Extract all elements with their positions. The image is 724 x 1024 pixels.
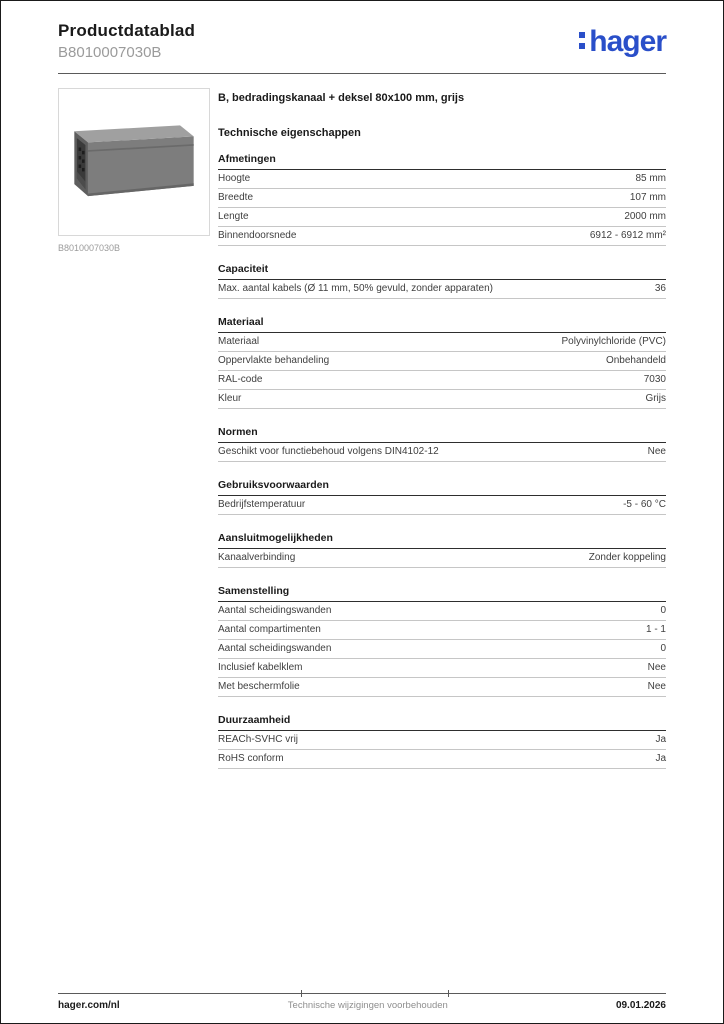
spec-section	[218, 263, 666, 299]
spec-sections	[218, 153, 666, 769]
spec-value: 0	[660, 605, 666, 616]
product-code: B8010007030B	[58, 44, 162, 61]
spec-row	[218, 496, 666, 515]
spec-value: 7030	[643, 374, 666, 385]
spec-value: 2000 mm	[624, 211, 666, 222]
spec-label: Aantal compartimenten	[218, 624, 321, 635]
spec-section	[218, 153, 666, 246]
spec-value: 6912 - 6912 mm²	[589, 230, 666, 241]
spec-label: Max. aantal kabels (Ø 11 mm, 50% gevuld, zonder apparaten)	[218, 283, 493, 294]
spec-section	[218, 532, 666, 568]
spec-label: Materiaal	[218, 336, 260, 347]
header-rule	[58, 73, 666, 74]
spec-row	[218, 371, 666, 390]
footer-date: 09.01.2026	[615, 1000, 666, 1011]
main	[58, 88, 666, 769]
spec-row	[218, 390, 666, 409]
section-title: Normen	[218, 426, 666, 443]
spec-row	[218, 640, 666, 659]
page-title: Productdatablad	[58, 21, 196, 40]
footer-notice: Technische wijzigingen voorbehouden	[287, 1000, 448, 1011]
spec-value: 1 - 1	[645, 624, 666, 635]
spec-label: Aantal scheidingswanden	[218, 643, 332, 654]
spec-row	[218, 170, 666, 189]
footer	[58, 993, 666, 1011]
spec-label: Oppervlakte behandeling	[218, 355, 330, 366]
header	[58, 21, 666, 61]
spec-row	[218, 443, 666, 462]
spec-value: 85 mm	[635, 173, 666, 184]
footer-row	[58, 994, 666, 1011]
section-title: Capaciteit	[218, 263, 666, 280]
spec-value: 107 mm	[629, 192, 666, 203]
crop-mark-left	[301, 990, 302, 997]
spec-label: Breedte	[218, 192, 254, 203]
spec-section	[218, 426, 666, 462]
spec-value: Grijs	[645, 393, 666, 404]
section-title: Materiaal	[218, 316, 666, 333]
right-column	[218, 88, 666, 769]
spec-row	[218, 621, 666, 640]
section-title: Aansluitmogelijkheden	[218, 532, 666, 549]
spec-value: Ja	[655, 734, 666, 745]
spec-row	[218, 750, 666, 769]
spec-row	[218, 731, 666, 750]
spec-label: RAL-code	[218, 374, 263, 385]
footer-link[interactable]: hager.com/nl	[58, 1000, 120, 1011]
spec-label: Geschikt voor functiebehoud volgens DIN4102-12	[218, 446, 439, 457]
spec-row	[218, 602, 666, 621]
spec-label: Aantal scheidingswanden	[218, 605, 332, 616]
spec-value: 0	[660, 643, 666, 654]
spec-section	[218, 714, 666, 769]
spec-label: RoHS conform	[218, 753, 284, 764]
product-image-caption: B8010007030B	[58, 243, 121, 253]
product-title: B, bedradingskanaal + deksel 80x100 mm, grijs	[218, 92, 465, 104]
hager-logo-text: hager	[589, 25, 666, 58]
tech-heading: Technische eigenschappen	[218, 127, 361, 139]
spec-row	[218, 208, 666, 227]
spec-label: Kleur	[218, 393, 242, 404]
section-title: Gebruiksvoorwaarden	[218, 479, 666, 496]
spec-value: Nee	[647, 662, 666, 673]
spec-value: Nee	[647, 446, 666, 457]
section-title: Duurzaamheid	[218, 714, 666, 731]
footer-rule	[58, 993, 666, 994]
spec-label: Binnendoorsnede	[218, 230, 297, 241]
spec-value: Polyvinylchloride (PVC)	[561, 336, 666, 347]
spec-row	[218, 333, 666, 352]
spec-label: Inclusief kabelklem	[218, 662, 303, 673]
spec-section	[218, 479, 666, 515]
hager-logo	[579, 27, 666, 57]
spec-label: REACh-SVHC vrij	[218, 734, 299, 745]
product-image-card	[58, 88, 210, 236]
spec-label: Hoogte	[218, 173, 251, 184]
spec-value: Zonder koppeling	[588, 552, 666, 563]
spec-row	[218, 549, 666, 568]
spec-value: -5 - 60 °C	[623, 499, 666, 510]
spec-section	[218, 585, 666, 697]
spec-row	[218, 189, 666, 208]
section-title: Samenstelling	[218, 585, 666, 602]
spec-row	[218, 280, 666, 299]
spec-label: Bedrijfstemperatuur	[218, 499, 306, 510]
spec-value: Onbehandeld	[605, 355, 666, 366]
section-title: Afmetingen	[218, 153, 666, 170]
spec-section	[218, 316, 666, 409]
hager-logo-colon-icon	[579, 32, 585, 53]
spec-value: Ja	[655, 753, 666, 764]
spec-row	[218, 227, 666, 246]
spec-label: Lengte	[218, 211, 249, 222]
spec-label: Kanaalverbinding	[218, 552, 296, 563]
spec-row	[218, 352, 666, 371]
spec-value: 36	[654, 283, 666, 294]
spec-value: Nee	[647, 681, 666, 692]
spec-label: Met beschermfolie	[218, 681, 300, 692]
header-titles	[58, 21, 195, 61]
spec-row	[218, 678, 666, 697]
left-column	[58, 88, 218, 769]
product-image	[69, 110, 199, 214]
crop-mark-right	[448, 990, 449, 997]
spec-row	[218, 659, 666, 678]
